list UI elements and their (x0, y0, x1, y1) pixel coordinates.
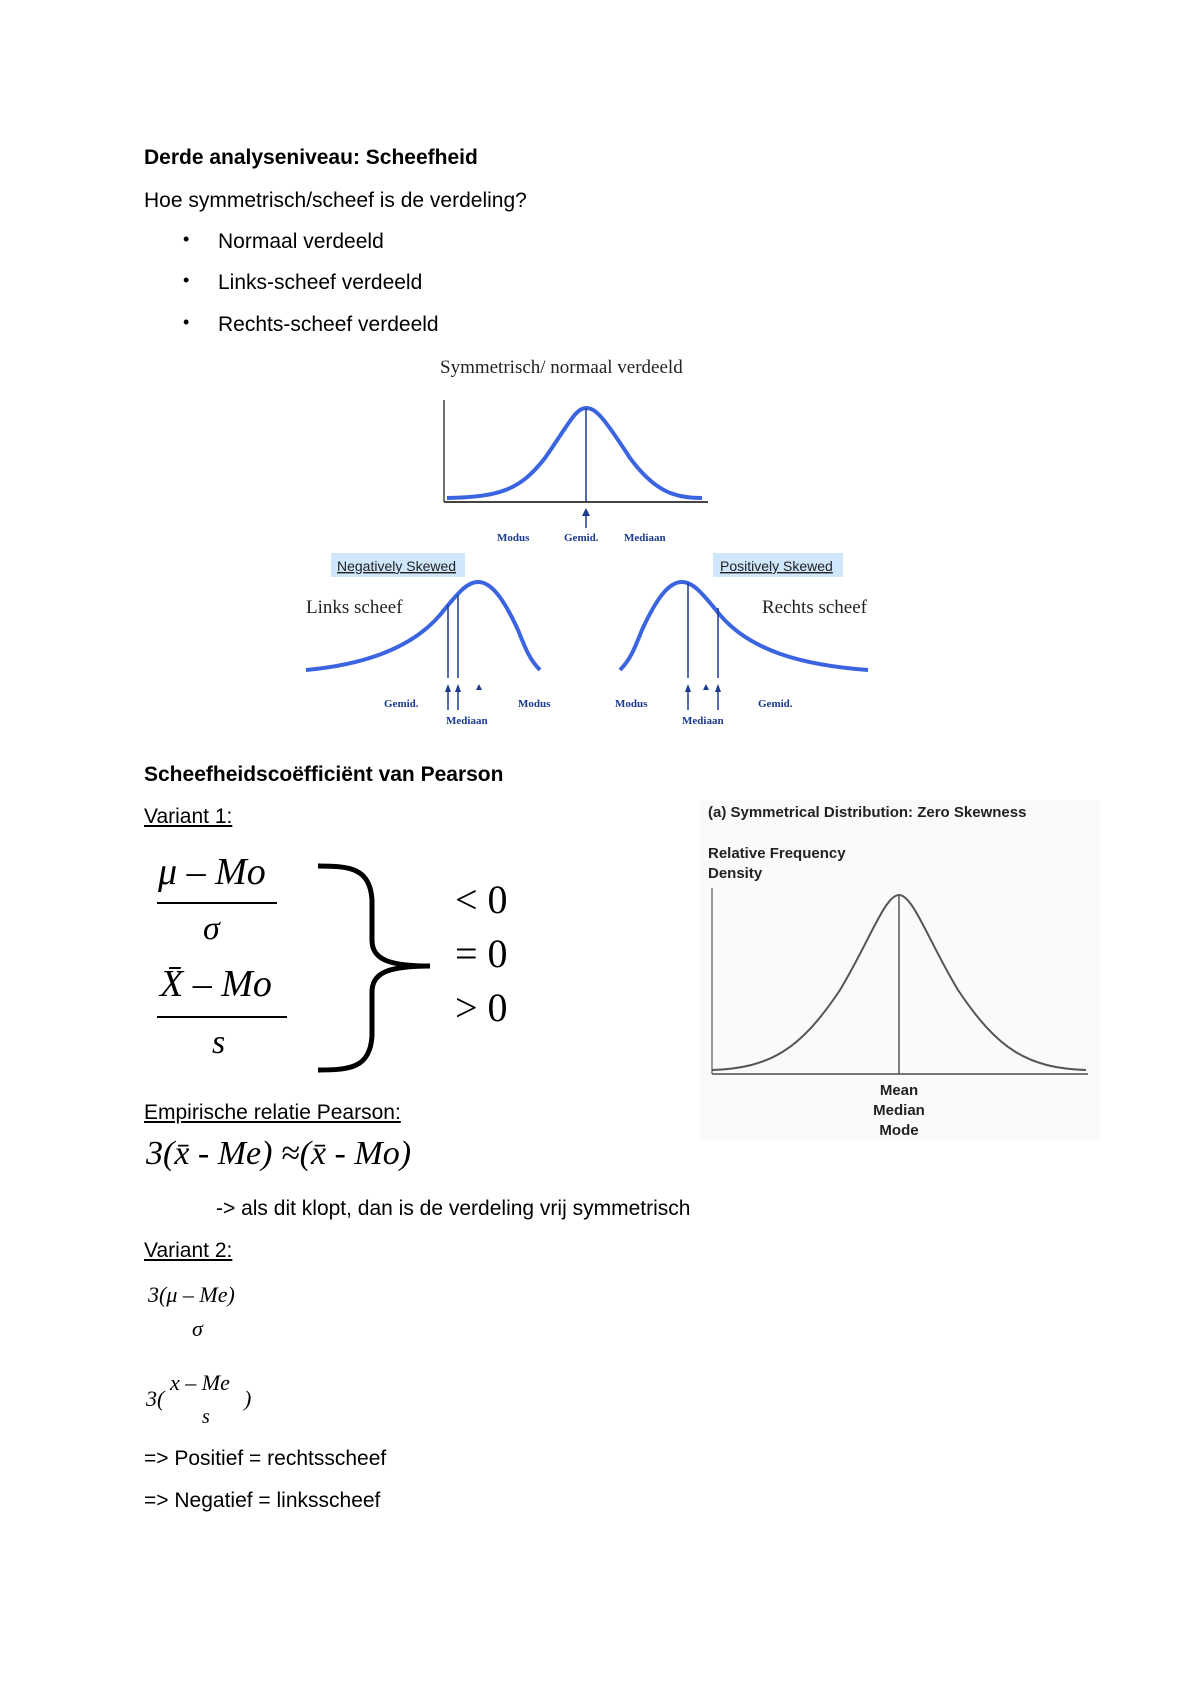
right-mediaan-label: Mediaan (682, 715, 724, 727)
skewness-figure (290, 350, 910, 740)
bullet-icon: • (183, 312, 190, 332)
empirische-label: Empirische relatie Pearson: (144, 1101, 401, 1124)
formula2-b-den: s (202, 1406, 210, 1428)
links-scheef-label: Links scheef (306, 597, 403, 618)
conclusion-positive: => Positief = rechtsscheef (144, 1447, 387, 1470)
bullet-icon: • (183, 270, 190, 290)
fig2-x1: Mean (879, 1082, 919, 1099)
condition-less: < 0 (455, 877, 508, 922)
fig2-title: (a) Symmetrical Distribution: Zero Skewness (708, 804, 1027, 821)
formula1-den2: s (212, 1024, 226, 1061)
fig2-x2: Median (873, 1102, 925, 1119)
bullet-icon: • (183, 229, 190, 249)
left-skewed-curve (306, 582, 540, 670)
symmetrical-distribution-figure (700, 800, 1100, 1140)
arrow-note: -> als dit klopt, dan is de verdeling vrij symmetrisch (216, 1197, 691, 1220)
brace-icon (310, 860, 440, 1076)
page-heading: Derde analyseniveau: Scheefheid (144, 146, 478, 169)
formula2-a-den: σ (192, 1316, 203, 1341)
fig2-ylabel1: Relative Frequency (708, 845, 846, 862)
intro-question: Hoe symmetrisch/scheef is de verdeling? (144, 189, 527, 212)
variant2-label: Variant 2: (144, 1239, 233, 1262)
label-modus: Modus (497, 532, 530, 544)
fig2-x3: Mode (879, 1122, 919, 1139)
formula1-num2: X̄ – Mo (160, 963, 272, 1005)
label-mediaan: Mediaan (624, 532, 666, 544)
variant1-label: Variant 1: (144, 805, 233, 828)
formula2-b-pre: 3( (146, 1386, 165, 1411)
empirische-formula: 3(x̄ - Me) ≈(x̄ - Mo) (146, 1135, 412, 1172)
fig2-ylabel2: Density (708, 865, 763, 882)
left-modus-label: Modus (518, 698, 551, 710)
right-skewed-curve (620, 582, 868, 670)
negatively-skewed-badge: Negatively Skewed (337, 558, 457, 574)
formula1-num1: μ – Mo (158, 851, 266, 893)
conclusion-negative: => Negatief = linksscheef (144, 1489, 381, 1512)
condition-greater: > 0 (455, 985, 508, 1030)
right-modus-label: Modus (615, 698, 648, 710)
pearson-heading: Scheefheidscoëfficiënt van Pearson (144, 763, 504, 786)
formula2-b-post: ) (244, 1386, 252, 1411)
condition-equal: = 0 (455, 931, 508, 976)
normal-curve (447, 408, 702, 498)
right-gemid-label: Gemid. (758, 698, 793, 710)
formula2-a-num: 3(μ – Me) (148, 1282, 235, 1307)
left-mediaan-label: Mediaan (446, 715, 488, 727)
left-gemid-label: Gemid. (384, 698, 419, 710)
rechts-scheef-label: Rechts scheef (762, 597, 867, 618)
fig1-title: Symmetrisch/ normaal verdeeld (440, 357, 683, 378)
positively-skewed-badge: Positively Skewed (720, 558, 833, 574)
formula2-b-num: x – Me (170, 1370, 230, 1395)
label-gemid: Gemid. (564, 532, 599, 544)
formula1-den1: σ (203, 910, 220, 947)
fraction-bar (157, 1016, 287, 1018)
fraction-bar (157, 902, 277, 904)
